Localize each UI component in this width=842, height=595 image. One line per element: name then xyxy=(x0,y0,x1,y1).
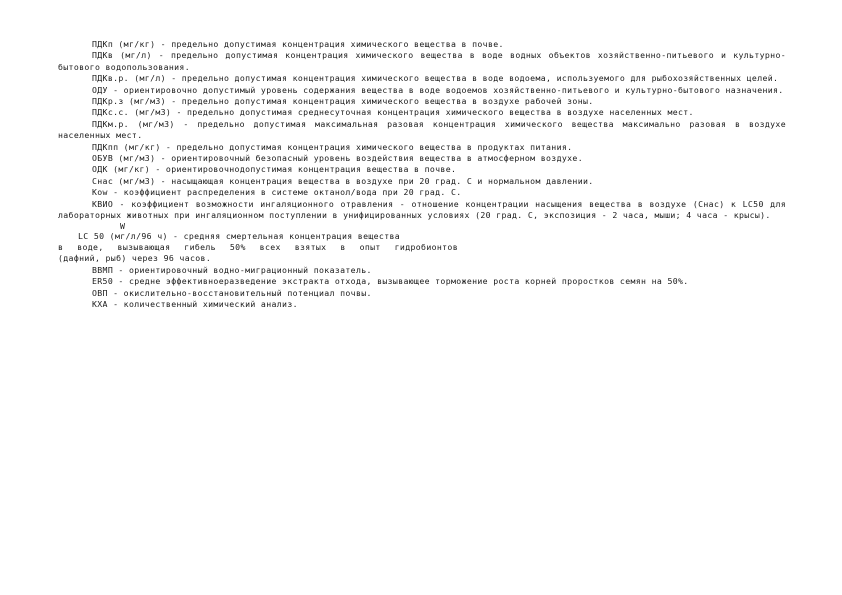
paragraph-pdk-max-single: ПДКм.р. (мг/м3) - предельно допустимая максимальная разовая концентрация химического вещества максимально разовая в воздухе населенных мест. xyxy=(58,118,786,141)
lc50-subscript-marker: W xyxy=(120,220,126,231)
paragraph-cnas: Снас (мг/м3) - насыщающая концентрация вещества в воздухе при 20 град. С и нормальном давлении. xyxy=(92,175,594,186)
paragraph-pdk-soil: ПДКп (мг/кг) - предельно допустимая концентрация химического вещества в почве. xyxy=(92,39,504,49)
paragraph-odu: ОДУ - ориентировочно допустимый уровень содержания вещества в воде водоемов хозяйственно-питьевого и культурно-бытового назначения. xyxy=(92,84,784,95)
paragraph-pdk-food: ПДКпп (мг/кг) - предельно допустимая концентрация химического вещества в продуктах питания. xyxy=(92,141,573,152)
paragraph-odk: ОДК (мг/кг) - ориентировочнодопустимая концентрация вещества в почве. xyxy=(92,164,457,175)
lc50-line-1: LC 50 (мг/л/96 ч) - средняя смертельная концентрация вещества xyxy=(78,230,401,241)
paragraph-pdk-daily-average: ПДКс.с. (мг/м3) - предельно допустимая среднесуточная концентрация химического вещества в воздухе населенных мест. xyxy=(92,107,694,118)
lc50-line-2: в воде, вызывающая гибель 50% всех взятых в опыт гидробионтов xyxy=(58,241,458,252)
paragraph-obuv: ОБУВ (мг/м3) - ориентировочный безопасный уровень воздействия вещества в атмосферном воздухе. xyxy=(92,153,583,164)
paragraph-pdk-work-zone: ПДКр.з (мг/м3) - предельно допустимая концентрация химического вещества в воздухе рабочей зоны. xyxy=(92,96,594,107)
paragraph-vvmp: ВВМП - ориентировочный водно-миграционный показатель. xyxy=(92,264,372,275)
document-page xyxy=(58,39,786,310)
paragraph-kha: КХА - количественный химический анализ. xyxy=(92,298,298,309)
lc50-line-3: (дафний, рыб) через 96 часов. xyxy=(58,253,212,264)
paragraph-pdk-fishery-water: ПДКв.р. (мг/л) - предельно допустимая концентрация химического вещества в воде водоема, используемого для рыбохозяйственных целей. xyxy=(92,73,779,84)
paragraph-ovp: ОВП - окислительно-восстановительный потенциал почвы. xyxy=(92,287,372,298)
paragraph-er50: ER50 - средне эффективноеразведение экстракта отхода, вызывающее торможение роста корней проростков семян на 50%. xyxy=(92,276,689,287)
paragraph-kow: Кow - коэффициент распределения в системе октанол/вода при 20 град. С. xyxy=(92,187,462,198)
paragraph-pdk-water: ПДКв (мг/л) - предельно допустимая концентрация химического вещества в воде водных объектов хозяйственно-питьевого и культурно-бытового водопользования. xyxy=(58,50,786,72)
lc50-definition xyxy=(58,231,458,265)
paragraph-kvio: КВИО - коэффициент возможности ингаляционного отравления - отношение концентрации насыщения вещества в воздухе (Снас) к LC50 для лабораторных животных при ингаляционном поступлении в унифицированных условиях (20 град. С, экспозиция - 2 часа, мыши; 4 часа - крысы). xyxy=(58,198,786,221)
